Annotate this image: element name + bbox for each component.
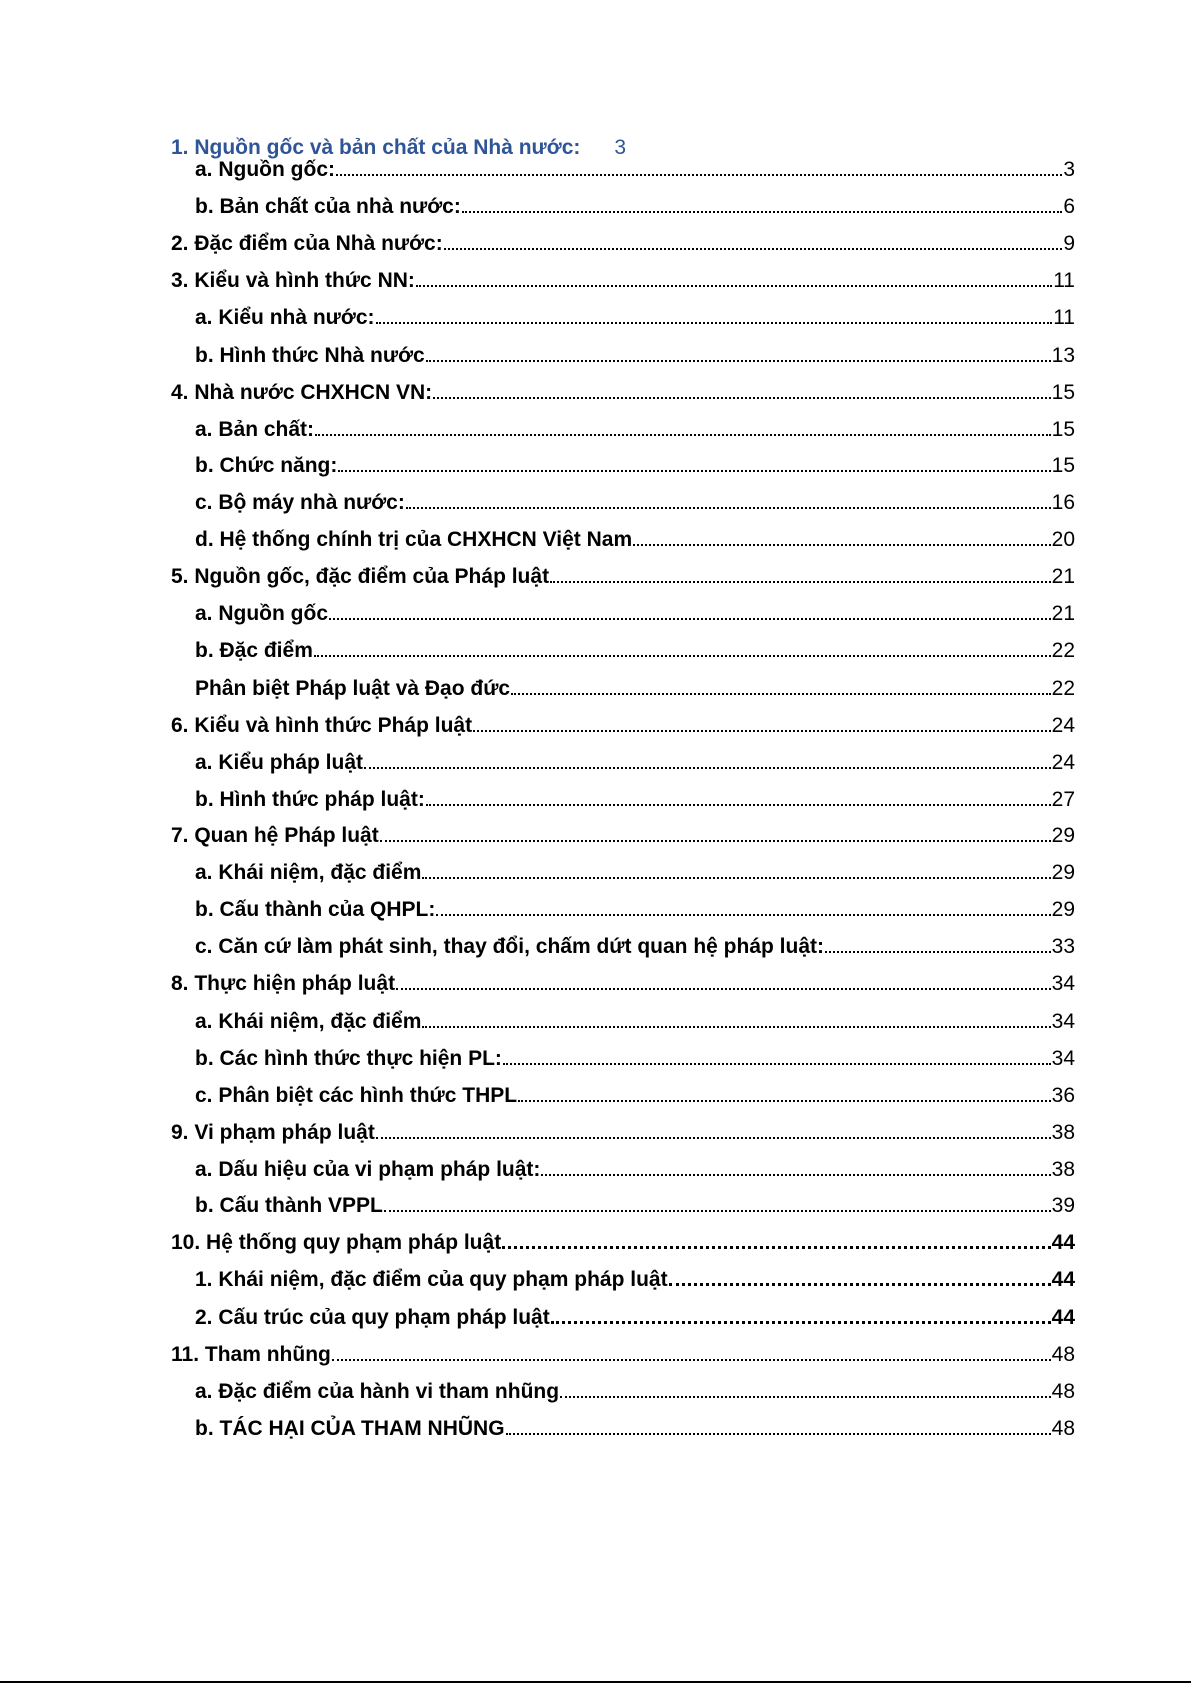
toc-entry[interactable]: [195, 527, 1075, 553]
toc-entry-title: 4. Nhà nước CHXHCN VN:: [171, 381, 433, 404]
toc-entry-page-number: 48: [1051, 1380, 1075, 1403]
toc-entry[interactable]: [195, 305, 1075, 331]
toc-entry-title: a. Khái niệm, đặc điểm: [195, 1010, 422, 1033]
dot-leader: [396, 988, 1051, 990]
toc-entry-page-number: 6: [1063, 195, 1075, 218]
toc-entry-title: 2. Cấu trúc của quy phạm pháp luật: [195, 1306, 550, 1329]
dot-leader: [550, 581, 1051, 583]
toc-entry-page-number: 38: [1051, 1121, 1075, 1144]
dot-leader: [422, 877, 1050, 879]
toc-entry[interactable]: [195, 490, 1075, 516]
dot-leader: [426, 360, 1051, 362]
toc-entry-page-number: 44: [1051, 1268, 1075, 1291]
toc-entry-page-number: 29: [1051, 898, 1075, 921]
toc-entry-title: b. Hình thức pháp luật:: [195, 788, 425, 811]
dot-leader: [338, 470, 1050, 472]
toc-entry[interactable]: [195, 676, 1075, 702]
dot-leader: [511, 693, 1051, 695]
dot-leader: [380, 840, 1051, 842]
toc-entry[interactable]: [195, 453, 1075, 479]
toc-entry[interactable]: [171, 823, 1075, 849]
toc-entry[interactable]: [195, 860, 1075, 886]
toc-entry[interactable]: [171, 380, 1075, 406]
toc-entry-title: a. Bản chất:: [195, 418, 315, 441]
toc-entry-page-number: 36: [1051, 1084, 1075, 1107]
toc-entry-page-number: 33: [1051, 935, 1075, 958]
toc-entry-page-number: 24: [1051, 714, 1075, 737]
dot-leader: [364, 767, 1051, 769]
toc-entry-page-number: 29: [1051, 824, 1075, 847]
toc-entry-title: a. Kiểu pháp luật: [195, 751, 364, 774]
toc-entry-title: 7. Quan hệ Pháp luật: [171, 824, 379, 847]
toc-entry-title: c. Bộ máy nhà nước:: [195, 491, 405, 514]
toc-entry[interactable]: [195, 1157, 1075, 1183]
dot-leader: [506, 1433, 1051, 1435]
toc-entry[interactable]: [195, 934, 1075, 960]
toc-entry-title: a. Đặc điểm của hành vi tham nhũng: [195, 1380, 560, 1403]
dot-leader: [436, 914, 1050, 916]
dot-leader: [314, 655, 1051, 657]
dot-leader: [560, 1396, 1051, 1398]
heading-title: 1. Nguồn gốc và bản chất của Nhà nước:: [171, 136, 581, 159]
toc-entry-page-number: 39: [1051, 1194, 1075, 1217]
dot-leader: [473, 730, 1051, 732]
toc-entry[interactable]: [195, 157, 1075, 183]
toc-entry-page-number: 44: [1051, 1306, 1075, 1329]
toc-entry-title: 9. Vi phạm pháp luật: [171, 1121, 375, 1144]
toc-entry-title: b. Cấu thành của QHPL:: [195, 898, 436, 921]
toc-entry-page-number: 11: [1053, 269, 1075, 292]
toc-entry-page-number: 48: [1051, 1343, 1075, 1366]
toc-entry-page-number: 11: [1053, 306, 1075, 329]
toc-entry-page-number: 20: [1051, 528, 1075, 551]
toc-entry-page-number: 3: [1063, 158, 1075, 181]
toc-entry-page-number: 13: [1051, 344, 1075, 367]
toc-entry[interactable]: [195, 1009, 1075, 1035]
toc-entry[interactable]: [195, 343, 1075, 369]
toc-entry-page-number: 15: [1051, 381, 1075, 404]
toc-entry-page-number: 24: [1051, 751, 1075, 774]
toc-entry[interactable]: [171, 713, 1075, 739]
toc-entry-title: b. Bản chất của nhà nước:: [195, 195, 461, 218]
heading-page-number: 3: [614, 136, 627, 159]
toc-entry-page-number: 34: [1051, 972, 1075, 995]
dot-leader: [384, 1210, 1051, 1212]
dot-leader: [336, 174, 1062, 176]
dot-leader: [502, 1246, 1050, 1249]
dot-leader: [518, 1100, 1051, 1102]
dot-leader: [444, 248, 1063, 250]
toc-entry[interactable]: [195, 601, 1075, 627]
toc-entry-page-number: 9: [1063, 232, 1075, 255]
toc-entry-title: 3. Kiểu và hình thức NN:: [171, 269, 415, 292]
toc-entry-title: 5. Nguồn gốc, đặc điểm của Pháp luật: [171, 565, 550, 588]
toc-entry-page-number: 27: [1051, 788, 1075, 811]
toc-entry-title: 10. Hệ thống quy phạm pháp luật: [171, 1231, 502, 1254]
dot-leader: [416, 285, 1052, 287]
toc-entry-title: Phân biệt Pháp luật và Đạo đức: [195, 677, 511, 700]
dot-leader: [376, 322, 1053, 324]
dot-leader: [503, 1063, 1051, 1065]
dot-leader: [426, 804, 1051, 806]
toc-entry-page-number: 22: [1051, 639, 1075, 662]
toc-entry-page-number: 21: [1051, 602, 1075, 625]
toc-entry-title: 6. Kiểu và hình thức Pháp luật: [171, 714, 473, 737]
toc-entry[interactable]: [195, 194, 1075, 220]
toc-entry[interactable]: [171, 1342, 1075, 1368]
toc-entry-title: a. Khái niệm, đặc điểm: [195, 861, 422, 884]
dot-leader: [669, 1283, 1051, 1286]
toc-entry-title: a. Nguồn gốc:: [195, 158, 335, 181]
toc-entry-title: c. Căn cứ làm phát sinh, thay đổi, chấm dứt quan hệ pháp luật:: [195, 935, 824, 958]
toc-entry[interactable]: [195, 1379, 1075, 1405]
dot-leader: [433, 397, 1050, 399]
toc-entry-page-number: 29: [1051, 861, 1075, 884]
toc-entry[interactable]: [171, 971, 1075, 997]
toc-entry[interactable]: [195, 750, 1075, 776]
dot-leader: [462, 211, 1062, 213]
toc-entry-page-number: 21: [1051, 565, 1075, 588]
dot-leader: [422, 1026, 1050, 1028]
toc-entry[interactable]: [195, 638, 1075, 664]
toc-entry[interactable]: [171, 564, 1075, 590]
toc-entry-page-number: 16: [1051, 491, 1075, 514]
toc-entry-title: 8. Thực hiện pháp luật: [171, 972, 396, 995]
toc-entry-title: 11. Tham nhũng: [171, 1343, 331, 1366]
toc-entry-title: b. Cấu thành VPPL: [195, 1194, 383, 1217]
toc-entry-title: c. Phân biệt các hình thức THPL: [195, 1084, 518, 1107]
toc-entry-page-number: 34: [1051, 1010, 1075, 1033]
toc-entry-title: d. Hệ thống chính trị của CHXHCN Việt Nam: [195, 528, 633, 551]
dot-leader: [315, 434, 1051, 436]
dot-leader: [633, 544, 1050, 546]
toc-entry-page-number: 34: [1051, 1047, 1075, 1070]
toc-entry[interactable]: [195, 417, 1075, 443]
toc-entry[interactable]: [195, 897, 1075, 923]
toc-entry-page-number: 48: [1051, 1417, 1075, 1440]
toc-entry[interactable]: [195, 1046, 1075, 1072]
toc-entry-title: 2. Đặc điểm của Nhà nước:: [171, 232, 443, 255]
page-bottom-edge: [0, 1681, 1191, 1683]
toc-entry-title: a. Nguồn gốc: [195, 602, 328, 625]
toc-entry[interactable]: [195, 787, 1075, 813]
toc-entry[interactable]: [171, 268, 1075, 294]
dot-leader: [376, 1137, 1051, 1139]
toc-entry-title: a. Dấu hiệu của vi phạm pháp luật:: [195, 1158, 541, 1181]
toc-entry-title: b. Đặc điểm: [195, 639, 313, 662]
toc-entry[interactable]: [171, 1120, 1075, 1146]
toc-entry-title: a. Kiểu nhà nước:: [195, 306, 375, 329]
toc-entry[interactable]: [195, 1083, 1075, 1109]
toc-entry[interactable]: [195, 1193, 1075, 1219]
toc-entry-title: b. TÁC HẠI CỦA THAM NHŨNG: [195, 1417, 505, 1440]
toc-entry[interactable]: [195, 1416, 1075, 1442]
dot-leader: [332, 1359, 1051, 1361]
toc-entry-title: 1. Khái niệm, đặc điểm của quy phạm pháp luật: [195, 1268, 668, 1291]
dot-leader: [551, 1321, 1051, 1324]
toc-entry-page-number: 15: [1051, 454, 1075, 477]
toc-entry-page-number: 22: [1051, 677, 1075, 700]
dot-leader: [329, 618, 1051, 620]
toc-entry[interactable]: [171, 231, 1075, 257]
toc-entry-title: b. Các hình thức thực hiện PL:: [195, 1047, 502, 1070]
toc-entry[interactable]: [171, 1230, 1075, 1256]
toc-entry-title: b. Hình thức Nhà nước: [195, 344, 425, 367]
dot-leader: [825, 951, 1051, 953]
toc-entry-title: b. Chức năng:: [195, 454, 338, 477]
dot-leader: [406, 507, 1051, 509]
toc-entry-page-number: 44: [1051, 1231, 1075, 1254]
toc-entry-page-number: 38: [1051, 1158, 1075, 1181]
toc-entry[interactable]: [195, 1267, 1075, 1293]
toc-entry-page-number: 15: [1051, 418, 1075, 441]
toc-entry[interactable]: [195, 1305, 1075, 1331]
dot-leader: [541, 1174, 1050, 1176]
